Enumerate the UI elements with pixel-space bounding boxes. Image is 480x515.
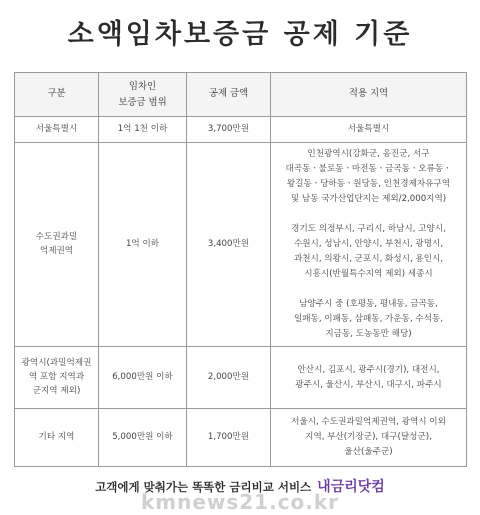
row-deposit: 1억 1천 이하 xyxy=(99,117,187,143)
row-category: 광역시(과밀억제권 역 포함 지역과 군지역 제외) xyxy=(15,347,99,409)
footer xyxy=(0,476,480,496)
table-row xyxy=(15,347,467,409)
table-row xyxy=(15,409,467,467)
row-deposit: 5,000만원 이하 xyxy=(99,409,187,467)
row-regions: 인천광역시(강화군, 옹진군, 서구 대곡동ㆍ불로동ㆍ마전동ㆍ금곡동ㆍ오류동ㆍ 왕길동ㆍ당하동ㆍ원당동, 인천경제자유구역 및 남동 국가산업단지는 제외/2,000지역) 경기도 의정부시, 구리시, 하남시, 고양시, 수원시, 성남시, 안양시, 부천시, 광명시, 과천시, 의왕시, 군포시, 화성시, 용인시, 시흥시(반월특수지역 제외) 세종시 남양주시 중 (호평동, 평내동, 금곡동, 일패동, 이패동, 삼패동, 가운동, 수석동, 지금동, 도농동만 해당) xyxy=(271,143,467,347)
deposit-deduction-table xyxy=(14,72,467,467)
header-category: 구분 xyxy=(15,73,99,117)
row-amount: 3,700만원 xyxy=(187,117,271,143)
table-row xyxy=(15,117,467,143)
page-title: 소액임차보증금 공제 기준 xyxy=(67,19,413,50)
table-header-row xyxy=(15,73,467,117)
row-amount: 3,400만원 xyxy=(187,143,271,347)
row-regions: 서울시, 수도권과밀억제권역, 광역시 이외 지역, 부산(기장군), 대구(달성군), 울산(울주군) xyxy=(271,409,467,467)
watermark: kmnews21.co.kr xyxy=(140,490,340,514)
row-regions: 서울특별시 xyxy=(271,117,467,143)
row-deposit: 6,000만원 이하 xyxy=(99,347,187,409)
row-amount: 2,000만원 xyxy=(187,347,271,409)
brand-name: 내금리닷컴 xyxy=(317,479,385,495)
row-deposit: 1억 이하 xyxy=(99,143,187,347)
footer-tagline: 고객에게 맞춰가는 똑똑한 금리비교 서비스 xyxy=(95,480,312,494)
table-row xyxy=(15,143,467,347)
row-category: 수도권과밀 억제권역 xyxy=(15,143,99,347)
row-category: 기타 지역 xyxy=(15,409,99,467)
header-deposit-range: 임차인 보증금 범위 xyxy=(99,73,187,117)
header-deduction-amount: 공제 금액 xyxy=(187,73,271,117)
row-category: 서울특별시 xyxy=(15,117,99,143)
row-regions: 안산시, 김포시, 광주시(경기), 대전시, 광주시, 울산시, 부산시, 대구시, 파주시 xyxy=(271,347,467,409)
header-applicable-region: 적용 지역 xyxy=(271,73,467,117)
row-amount: 1,700만원 xyxy=(187,409,271,467)
